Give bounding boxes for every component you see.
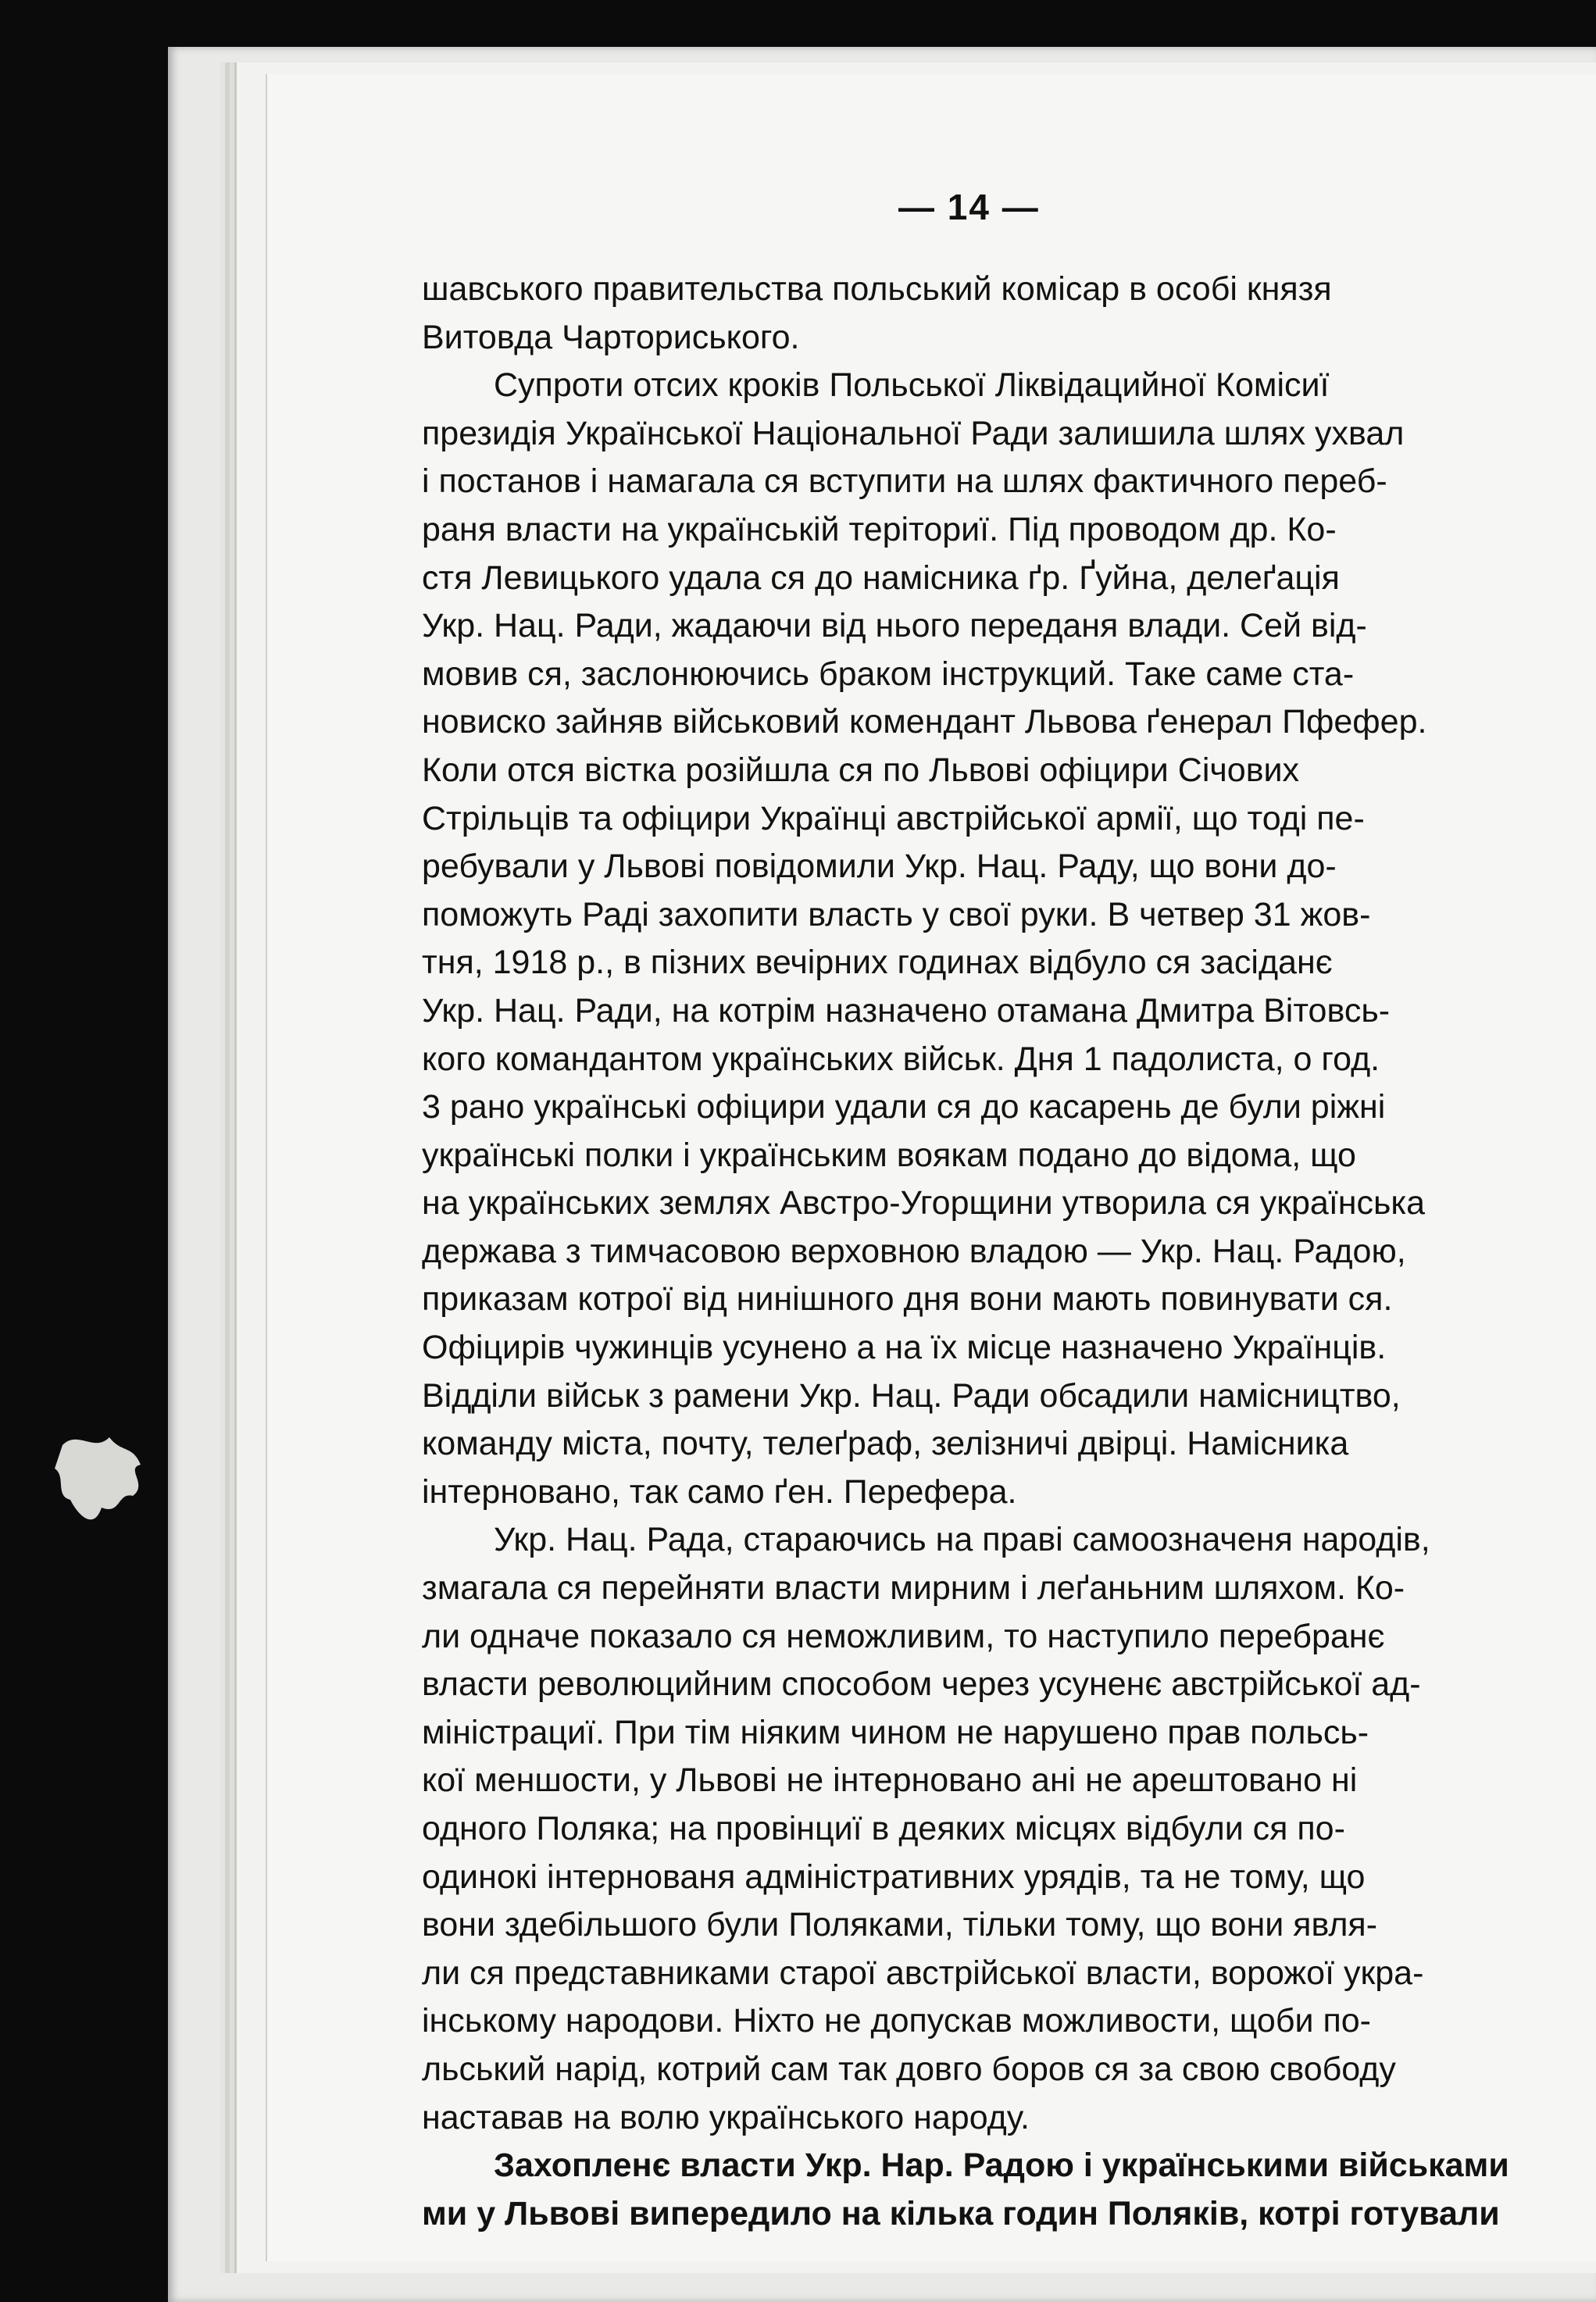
- text-line: льський нарід, котрий сам так довго боров ся за свою свободу: [422, 2050, 1396, 2088]
- text-line: українські полки і українським воякам подано до відома, що: [422, 1136, 1356, 1174]
- text-line: стя Левицького удала ся до намісника ґр. Ґуйна, делеґація: [422, 559, 1340, 597]
- text-line: ли ся представниками старої австрійської власти, ворожої укра-: [422, 1954, 1424, 1992]
- text-line: змагала ся перейняти власти мирним і леґаньним шляхом. Ко-: [422, 1569, 1405, 1608]
- text-line: ми у Львові випередило на кілька годин Поляків, котрі готували: [422, 2194, 1500, 2232]
- text-line: Коли отся вістка розійшла ся по Львові офіцири Січових: [422, 751, 1300, 789]
- text-line: Офіцирів чужинців усунено а на їх місце назначено Українців.: [422, 1329, 1387, 1367]
- text-line: інському народови. Ніхто не допускав можливости, щоби по-: [422, 2002, 1371, 2040]
- text-line: Стрільців та офіцири Українці австрійської армії, що тоді пе-: [422, 799, 1365, 837]
- paragraph-start: Захопленє власти Укр. Нар. Радою і українськими військами: [494, 2147, 1509, 2185]
- text-line: раня власти на українській теріториї. Під проводом др. Ко-: [422, 510, 1337, 548]
- text-line: одинокі інтернованя адміністративних урядів, та не тому, що: [422, 1858, 1366, 1896]
- page-text: [422, 266, 1594, 2238]
- paragraph-start: Супроти отсих кроків Польської Ліквідацийної Комісиї: [494, 366, 1330, 405]
- text-line: на українських землях Австро-Угорщини утворила ся українська: [422, 1184, 1426, 1222]
- text-line: новиско зайняв військовий комендант Львова ґенерал Пфефер.: [422, 703, 1427, 741]
- text-line: приказам котрої від нинішного дня вони мають повинувати ся.: [422, 1280, 1393, 1319]
- text-line: поможуть Раді захопити власть у свої руки. В четвер 31 жов-: [422, 895, 1371, 933]
- text-line: і постанов і намагала ся вступити на шлях фактичного переб-: [422, 462, 1387, 501]
- text-line: ли одначе показало ся неможливим, то наступило перебранє: [422, 1617, 1385, 1655]
- text-line: міністрациї. При тім ніяким чином не нарушено прав польсь-: [422, 1713, 1369, 1751]
- page-number: — 14 —: [898, 187, 1040, 227]
- text-line: Укр. Нац. Ради, жадаючи від нього переданя влади. Сей від-: [422, 607, 1367, 645]
- paragraph-start: Укр. Нац. Рада, стараючись на праві самоозначеня народів,: [494, 1521, 1430, 1559]
- text-line: мовив ся, заслонюючись браком інструкций. Таке саме ста-: [422, 655, 1355, 693]
- text-line: одного Поляка; на провінциї в деяких місцях відбули ся по-: [422, 1810, 1345, 1847]
- text-line: вони здебільшого були Поляками, тільки тому, що вони явля-: [422, 1906, 1378, 1944]
- text-line: Укр. Нац. Ради, на котрім назначено отамана Дмитра Вітовсь-: [422, 991, 1391, 1030]
- text-line: власти революцийним способом через усуненє австрійської ад-: [422, 1665, 1421, 1704]
- text-line: наставав на волю українського народу.: [422, 2098, 1030, 2136]
- text-line: кого командантом українських військ. Дня 1 падолиста, о год.: [422, 1040, 1380, 1078]
- text-line: команду міста, почту, телеґраф, зелізничі двірці. Намісника: [422, 1425, 1349, 1463]
- text-line: кої меншости, у Львові не інтерновано ані не арештовано ні: [422, 1761, 1358, 1800]
- text-line: ребували у Львові повідомили Укр. Нац. Раду, що вони до-: [422, 848, 1337, 886]
- text-line: Відділи військ з рамени Укр. Нац. Ради обсадили намісництво,: [422, 1376, 1401, 1415]
- text-line: Витовда Чарториського.: [422, 318, 800, 356]
- text-line: президія Української Національної Ради залишила шлях ухвал: [422, 414, 1405, 452]
- text-line: держава з тимчасовою верховною владою — Укр. Нац. Радою,: [422, 1232, 1406, 1270]
- text-line: тня, 1918 р., в пізних вечірних годинах відбуло ся засіданє: [422, 944, 1333, 982]
- text-line: 3 рано українські офіцири удали ся до касарень де були ріжні: [422, 1088, 1386, 1126]
- text-line: шавського правительства польський комісар в особі князя: [422, 270, 1332, 308]
- torn-paper-fragment: [47, 1422, 164, 1547]
- text-line: інтерновано, так само ґен. Перефера.: [422, 1472, 1017, 1511]
